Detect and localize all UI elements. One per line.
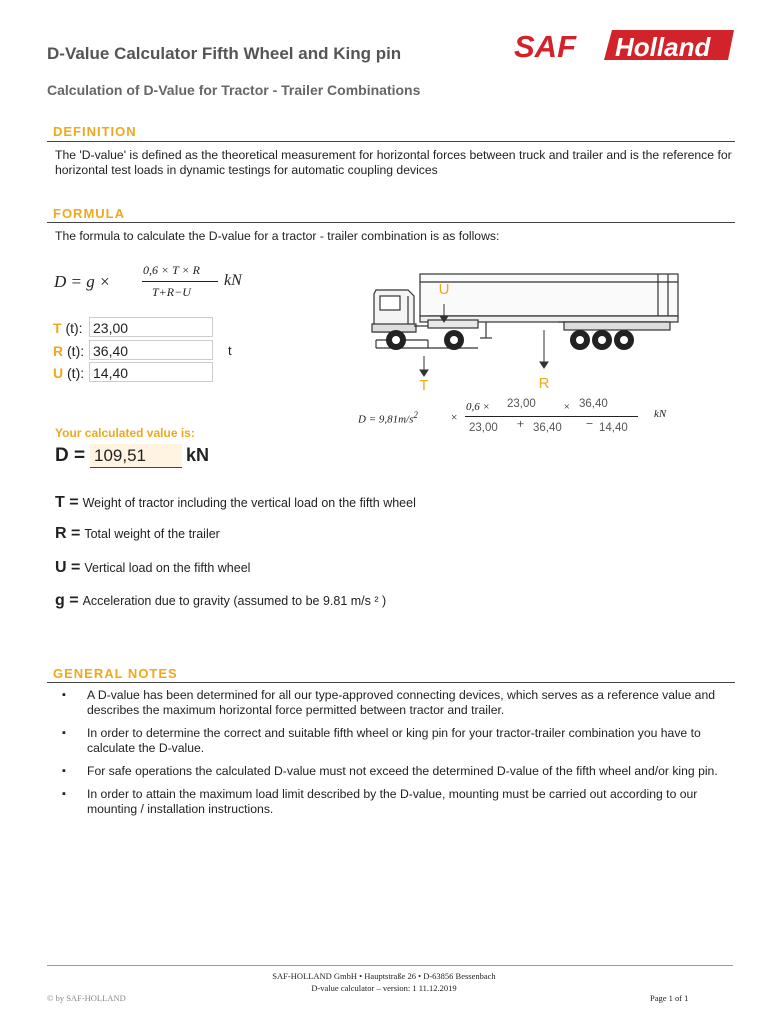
definition-r: R = Total weight of the trailer	[55, 525, 220, 542]
notes-list	[60, 688, 740, 825]
definition-heading: DEFINITION	[53, 124, 137, 139]
svg-text:SAF: SAF	[514, 29, 576, 64]
formula-intro: The formula to calculate the D-value for a tractor - trailer combination is as follows:	[55, 229, 500, 243]
page-title: D-Value Calculator Fifth Wheel and King pin	[47, 44, 402, 63]
input-letter-r: R	[53, 343, 64, 359]
tractor-weight-input[interactable]: 23,00	[89, 317, 213, 337]
worked-t-value: 23,00	[507, 398, 536, 410]
page-subtitle: Calculation of D-Value for Tractor - Trailer Combinations	[47, 82, 421, 98]
trailer-weight-input[interactable]: 36,40	[89, 340, 213, 360]
formula-lhs: D = g ×	[54, 272, 111, 291]
list-item: ▪ In order to attain the maximum load limit described by the D-value, mounting must be carried out according to our mounting / installation instructions.	[60, 787, 740, 817]
worked-den-t: 23,00	[469, 422, 498, 434]
formula-unit: kN	[224, 272, 242, 289]
notes-heading: GENERAL NOTES	[53, 666, 178, 681]
worked-unit: kN	[654, 408, 667, 420]
svg-text:Holland: Holland	[615, 32, 711, 62]
divider	[47, 141, 735, 142]
diagram-label-u: U	[438, 281, 450, 298]
result-unit: kN	[186, 445, 210, 465]
footer-address: SAF-HOLLAND GmbH • Hauptstraße 26 • D-63856 Bessenbach	[272, 971, 496, 981]
formula-numerator: 0,6 × T × R	[143, 263, 200, 277]
input-letter-u: U	[53, 365, 64, 381]
definition-text: The 'D-value' is defined as the theoretical measurement for horizontal forces between truck and trailer and is the reference for horizontal test loads in dynamic testings for automatic coupling devices	[55, 148, 732, 177]
worked-num-factor: 0,6 ×	[466, 401, 490, 413]
vertical-load-input[interactable]: 14,40	[89, 362, 213, 382]
footer-version: D-value calculator – version: 1 11.12.2019	[311, 983, 457, 993]
worked-den-u: 14,40	[599, 422, 628, 434]
definition-u: U = Vertical load on the fifth wheel	[55, 559, 251, 576]
saf-holland-logo	[512, 26, 734, 64]
worked-plus: +	[516, 416, 525, 431]
fraction-bar	[142, 281, 218, 282]
tractor-trailer-diagram	[368, 270, 684, 400]
worked-den-r: 36,40	[533, 422, 562, 434]
page-number: Page 1 of 1	[650, 993, 689, 1003]
diagram-label-r: R	[538, 375, 550, 392]
list-item: ▪ In order to determine the correct and suitable fifth wheel or king pin for your tractor-trailer combination you have to calculate the D-value.	[60, 726, 740, 756]
diagram-label-t: T	[419, 377, 429, 394]
worked-lhs: $D = 9,81m/s^2$	[358, 410, 418, 426]
worked-minus: −	[585, 416, 594, 431]
definition-t: T = Weight of tractor including the vertical load on the fifth wheel	[55, 494, 416, 511]
result-prefix: D =	[55, 445, 86, 466]
divider	[47, 222, 735, 223]
formula-heading: FORMULA	[53, 206, 125, 221]
footer-divider	[47, 965, 733, 966]
formula-denominator: T+R−U	[152, 285, 191, 299]
worked-num-times: ×	[563, 401, 571, 413]
input-row-r: R (t): 36,40	[53, 340, 223, 362]
worked-times: ×	[450, 410, 459, 424]
worked-fraction-bar	[465, 416, 638, 417]
input-unit-label: t	[228, 343, 232, 358]
input-row-u: U (t): 14,40	[53, 362, 223, 384]
result-value: 109,51	[90, 444, 182, 468]
list-item: ▪ A D-value has been determined for all our type-approved connecting devices, which serves as a reference value and describes the maximum horizontal force permitted between tractor and trailer.	[60, 688, 740, 718]
input-letter-t: T	[53, 320, 62, 336]
definition-g: g = Acceleration due to gravity (assumed to be 9.81 m/s ² )	[55, 592, 387, 609]
input-row-t: T (t): 23,00	[53, 317, 223, 339]
divider	[47, 682, 735, 683]
worked-r-value: 36,40	[579, 398, 608, 410]
footer-copyright: © by SAF-HOLLAND	[47, 993, 126, 1003]
result-caption: Your calculated value is:	[55, 426, 195, 440]
list-item: ▪ For safe operations the calculated D-value must not exceed the determined D-value of the fifth wheel and/or king pin.	[60, 764, 740, 779]
